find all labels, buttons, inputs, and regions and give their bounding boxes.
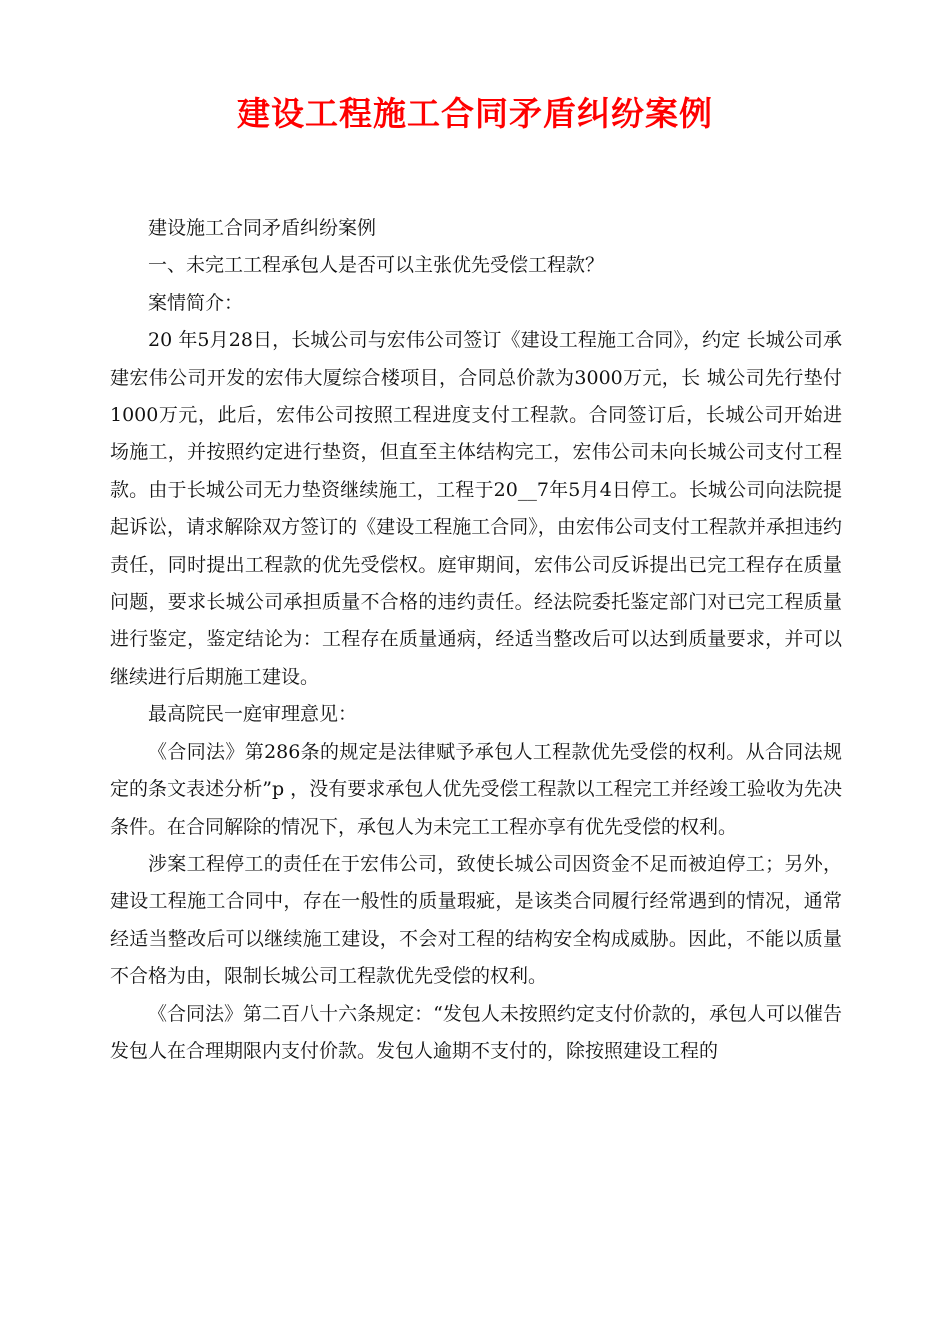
paragraph-subtitle: 建设施工合同矛盾纠纷案例 bbox=[148, 217, 377, 239]
paragraph-opinion-2: 涉案工程停工的责任在于宏伟公司，致使长城公司因资金不足而被迫停工；另外，建设工程施工合同中，存在一般性的质量瑕疵，是该类合同履行经常遇到的情况，通常经适当整改后可以继续施工建设，不会对工程的结构安全构成威胁。因此，不能以质量不合格为由，限制长城公司工程款优先受偿的权利。 bbox=[110, 852, 842, 988]
paragraph-opinion-heading: 最高院民一庭审理意见： bbox=[148, 703, 358, 726]
paragraph-law-quote: 《合同法》第二百八十六条规定：“发包人未按照约定支付价款的，承包人可以催告发包人在合理期限内支付价款。发包人逾期不支付的，除按照建设工程的 bbox=[110, 1002, 842, 1062]
document-body bbox=[110, 210, 842, 1070]
paragraph-opinion-1: 《合同法》第286条的规定是法律赋予承包人工程款优先受偿的权利。从合同法规定的条文表述分析”p ，没有要求承包人优先受偿工程款以工程完工并经竣工验收为先决条件。在合同解除的情况下，承包人为未完工工程亦享有优先受偿的权利。 bbox=[110, 740, 842, 838]
paragraph-case-heading: 案情简介： bbox=[148, 291, 244, 314]
document-title: 建设工程施工合同矛盾纠纷案例 bbox=[237, 94, 713, 133]
paragraph-case-body: 20 年5月28日，长城公司与宏伟公司签订《建设工程施工合同》，约定 长城公司承建宏伟公司开发的宏伟大厦综合楼项目，合同总价款为3000万元，长 城公司先行垫付1000万元，此后，宏伟公司按照工程进度支付工程款。合同签订后，长城公司开始进场施工，并按照约定进行垫资，但直至主体结构完工，宏伟公司未向长城公司支付工程款。由于长城公司无力垫资继续施工，工程于20__7年5月4日停工。长城公司向法院提起诉讼，请求解除双方签订的《建设工程施工合同》，由宏伟公司支付工程款并承担违约责任，同时提出工程款的优先受偿权。庭审期间，宏伟公司反诉提出已完工程存在质量问题，要求长城公司承担质量不合格的违约责任。经法院委托鉴定部门对已完工程质量进行鉴定，鉴定结论为：工程存在质量通病，经适当整改后可以达到质量要求，并可以继续进行后期施工建设。 bbox=[110, 329, 842, 688]
paragraph-question: 一、未完工工程承包人是否可以主张优先受偿工程款？ bbox=[148, 254, 605, 277]
